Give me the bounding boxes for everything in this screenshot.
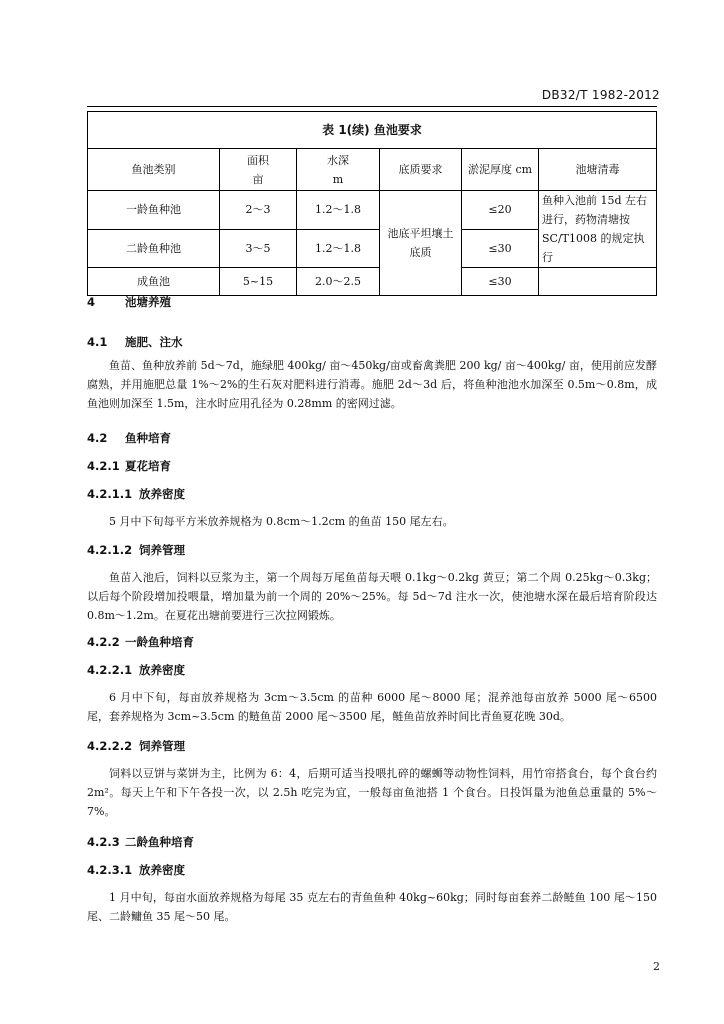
table-header-row (88, 149, 657, 191)
page-number: 2 (653, 960, 660, 973)
cell-silt: ≤20 (462, 191, 539, 230)
body-paragraph: 鱼苗入池后，饲料以豆浆为主，第一个周每万尾鱼苗每天喂 0.1kg～0.2kg 黄豆；第二个周 0.25kg～0.3kg；以后每个阶段增加投喂量，增加量为前一个周的 20%～25%。每 5d～7d 注水一次，使池塘水深在最后培育阶段达 0.8m～1.2m。在夏花出塘前要进行三次拉网锻炼。 (87, 571, 657, 622)
cell-type: 二龄鱼种池 (88, 229, 220, 268)
section-heading: 4.2.1.1 放养密度 (87, 487, 185, 501)
section-heading: 4.2.1.2 饲养管理 (87, 543, 185, 557)
table-row (88, 191, 657, 230)
cell-area: 5~15 (220, 268, 297, 296)
cell-area: 2～3 (220, 191, 297, 230)
cell-disinfection-empty (539, 268, 657, 296)
col-header-bottom: 底质要求 (380, 149, 462, 191)
cell-depth: 1.2～1.8 (297, 191, 380, 230)
col-header-disinfection: 池塘清毒 (539, 149, 657, 191)
col-header-depth: 水深 m (297, 149, 380, 191)
cell-silt: ≤30 (462, 268, 539, 296)
cell-depth: 1.2～1.8 (297, 229, 380, 268)
section-heading: 4.2.3 二龄鱼种培育 (87, 835, 194, 849)
section-heading: 4.2.1 夏花培育 (87, 459, 171, 473)
body-paragraph: 6 月中下旬，每亩放养规格为 3cm～3.5cm 的苗种 6000 尾～8000 尾；混养池每亩放养 5000 尾～6500 尾，套养规格为 3cm~3.5cm 的鲢鱼苗 2000 尾～3500 尾，鲢鱼苗放养时间比青鱼夏花晚 30d。 (87, 691, 657, 723)
cell-bottom-merged: 池底平坦壤土底质 (380, 191, 462, 296)
col-header-area: 面积 亩 (220, 149, 297, 191)
body-paragraph: 5 月中下旬每平方米放养规格为 0.8cm～1.2cm 的鱼苗 150 尾左右。 (109, 515, 454, 528)
cell-depth: 2.0～2.5 (297, 268, 380, 296)
fish-pond-requirements-table (87, 111, 657, 296)
cell-type: 成鱼池 (88, 268, 220, 296)
section-heading: 4 池塘养殖 (87, 295, 171, 309)
header-rule (87, 106, 657, 107)
section-heading: 4.2 鱼种培育 (87, 431, 171, 445)
cell-area: 3～5 (220, 229, 297, 268)
standard-number: DB32/T 1982-2012 (541, 88, 660, 102)
section-heading: 4.2.2.2 饲养管理 (87, 739, 185, 753)
cell-disinfection-merged: 鱼种入池前 15d 左右进行，药物清塘按 SC/T1008 的规定执行 (539, 191, 657, 268)
section-heading: 4.1 施肥、注水 (87, 335, 183, 349)
section-heading: 4.2.3.1 放养密度 (87, 863, 185, 877)
cell-silt: ≤30 (462, 229, 539, 268)
body-paragraph: 饲料以豆饼与菜饼为主，比例为 6：4，后期可适当投喂扎碎的螺蛳等动物性饲料，用竹帘搭食台，每个食台约 2m²。每天上午和下午各投一次，以 2.5h 吃完为宜，一般每亩鱼池搭 1 个食台。日投饵量为池鱼总重量的 5%～7%。 (87, 767, 657, 818)
col-header-silt: 淤泥厚度 cm (462, 149, 539, 191)
cell-type: 一龄鱼种池 (88, 191, 220, 230)
section-heading: 4.2.2.1 放养密度 (87, 663, 185, 677)
table-row (88, 268, 657, 296)
table-caption: 表 1(续) 鱼池要求 (88, 112, 657, 149)
body-paragraph: 1 月中旬，每亩水面放养规格为每尾 35 克左右的青鱼鱼种 40kg~60kg；同时每亩套养二龄鲢鱼 100 尾～150 尾、二龄鳙鱼 35 尾～50 尾。 (87, 891, 657, 923)
section-heading: 4.2.2 一龄鱼种培育 (87, 635, 194, 649)
col-header-type: 鱼池类别 (88, 149, 220, 191)
body-paragraph: 鱼苗、鱼种放养前 5d～7d，施绿肥 400kg/ 亩～450kg/亩或畜禽粪肥 200 kg/ 亩～400kg/ 亩，使用前应发酵腐熟，并用施肥总量 1%～2%的生石灰对肥料进行消毒。施肥 2d～3d 后，将鱼种池池水加深至 0.5m～0.8m，成鱼池则加深至 1.5m，注水时应用孔径为 0.28mm 的密网过滤。 (87, 359, 657, 410)
